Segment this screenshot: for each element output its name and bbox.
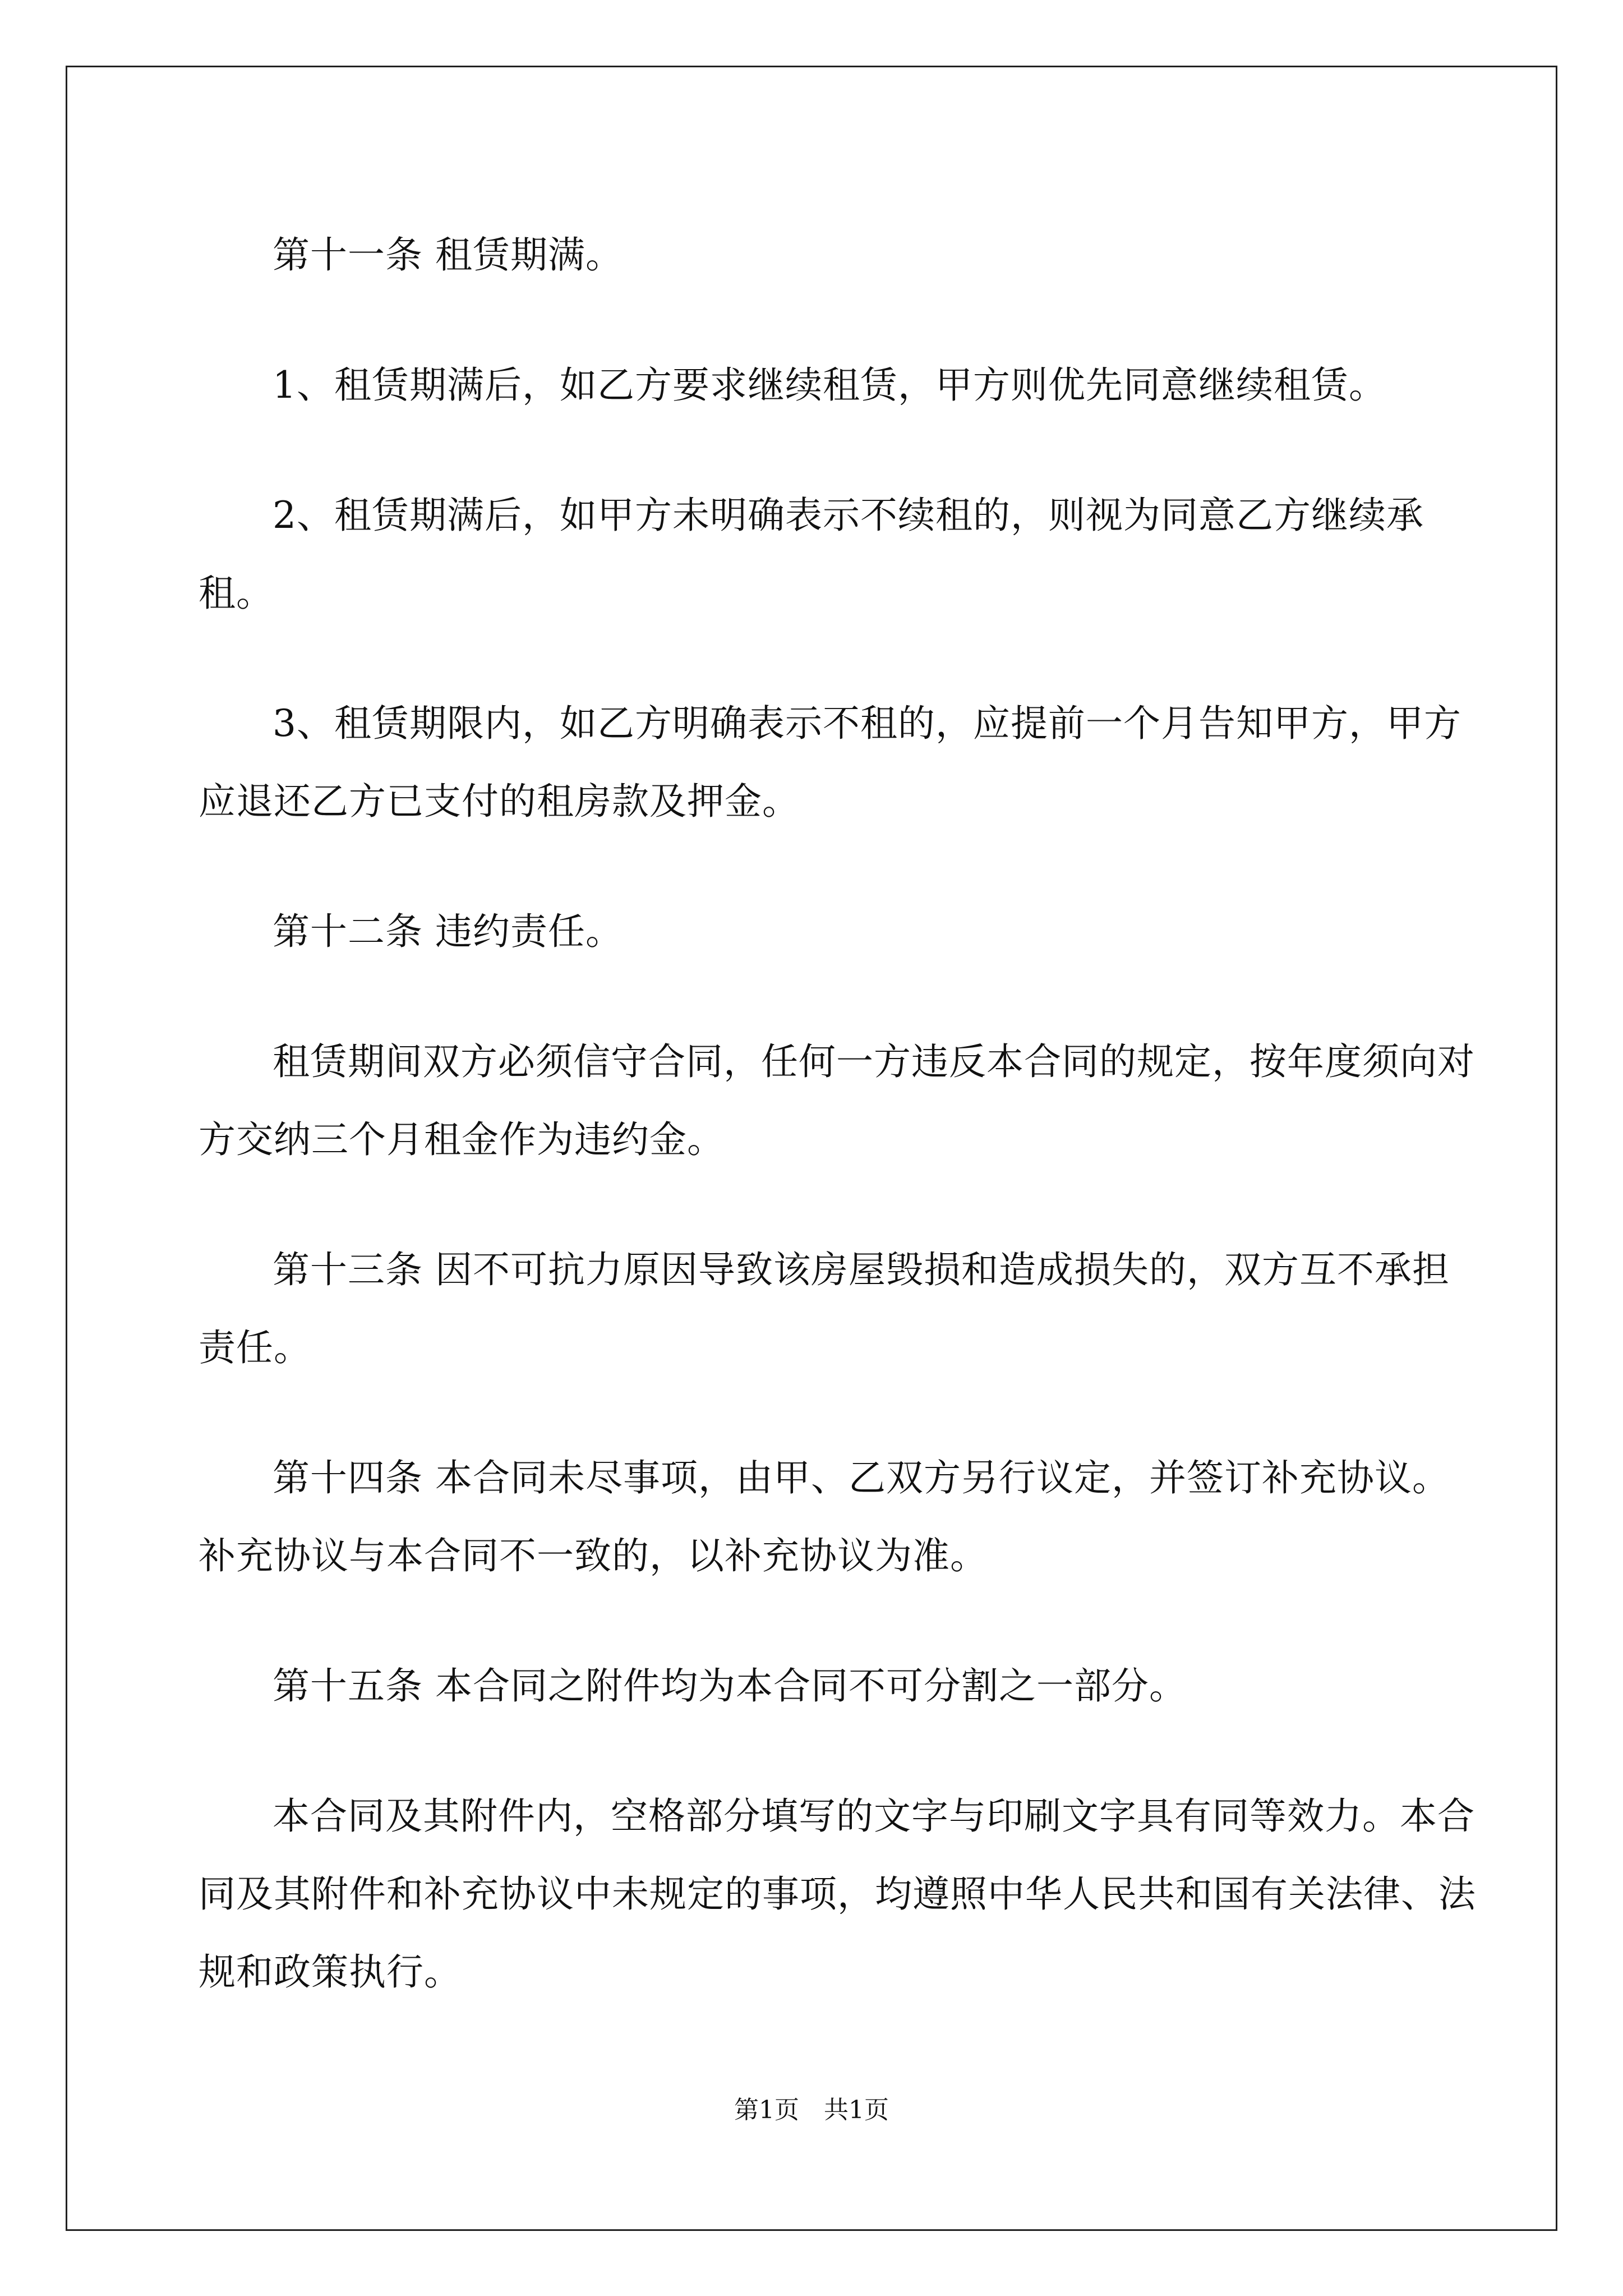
paragraph-article-11-item-3: 3、租赁期限内，如乙方明确表示不租的，应提前一个月告知甲方，甲方应退还乙方已支付的租房款及押金。 [199,702,1461,823]
paragraph-article-14: 第十四条 本合同未尽事项，由甲、乙双方另行议定，并签订补充协议。补充协议与本合同不一致的，以补充协议为准。 [199,1456,1450,1577]
paragraph-article-11-item-2: 2、租赁期满后，如甲方未明确表示不续租的，则视为同意乙方继续承租。 [199,494,1424,615]
paragraph-article-13: 第十三条 因不可抗力原因导致该房屋毁损和造成损失的，双方互不承担责任。 [199,1248,1450,1369]
paragraph-article-11: 第十一条 租赁期满。 [273,233,623,277]
page-number-footer: 第1页 共1页 [734,2096,889,2124]
paragraph-article-12-body: 租赁期间双方必须信守合同，任何一方违反本合同的规定，按年度须向对方交纳三个月租金作为违约金。 [199,1040,1475,1161]
paragraph-article-12: 第十二条 违约责任。 [273,910,623,953]
paragraph-article-15: 第十五条 本合同之附件均为本合同不可分割之一部分。 [273,1664,1187,1708]
paragraph-article-11-item-1: 1、租赁期满后，如乙方要求继续租赁，甲方则优先同意继续租赁。 [273,364,1386,407]
paragraph-article-15-body: 本合同及其附件内，空格部分填写的文字与印刷文字具有同等效力。本合同及其附件和补充协议中未规定的事项，均遵照中华人民共和国有关法律、法规和政策执行。 [199,1795,1476,1994]
document-body [199,216,1483,2011]
